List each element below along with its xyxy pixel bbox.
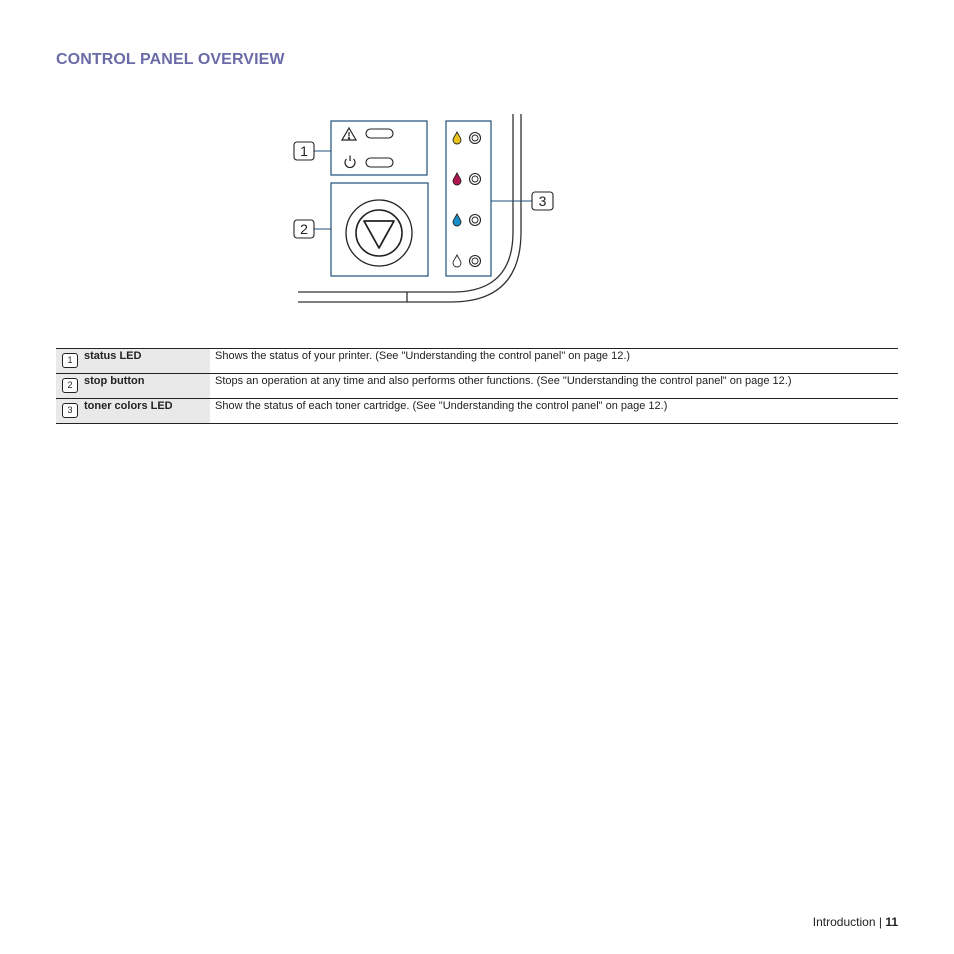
footer-section: Introduction	[812, 915, 876, 929]
toner-led-yellow	[470, 133, 481, 144]
table-row	[56, 374, 898, 399]
item-name: toner colors LED	[84, 399, 210, 424]
stop-button[interactable]	[346, 200, 412, 266]
page-title: CONTROL PANEL OVERVIEW	[56, 51, 285, 68]
page-footer	[813, 915, 898, 929]
table-row	[56, 349, 898, 374]
power-led	[366, 158, 393, 167]
callout-3	[532, 192, 553, 210]
number-badge: 3	[62, 403, 78, 418]
svg-text:2: 2	[300, 221, 308, 237]
svg-text:3: 3	[538, 193, 547, 209]
svg-text:1: 1	[300, 143, 308, 159]
error-led	[366, 129, 393, 138]
toner-led-cyan	[470, 215, 481, 226]
callout-1	[294, 142, 314, 160]
toner-led-panel	[446, 121, 491, 276]
item-name: stop button	[84, 374, 210, 399]
toner-led-magenta	[470, 174, 481, 185]
footer-separator: |	[878, 915, 882, 929]
item-description: Stops an operation at any time and also performs other functions. (See "Understanding the control panel" on page 12.)	[215, 375, 792, 387]
toner-led-black	[470, 256, 481, 267]
legend-table	[56, 348, 898, 424]
number-badge: 2	[62, 378, 78, 393]
item-description: Shows the status of your printer. (See "Understanding the control panel" on page 12.)	[215, 350, 631, 362]
item-description: Show the status of each toner cartridge. (See "Understanding the control panel" on page 12.)	[215, 400, 668, 412]
number-badge: 1	[62, 353, 78, 368]
page-number: 11	[885, 915, 898, 929]
item-name: status LED	[84, 349, 210, 374]
callout-2	[294, 220, 314, 238]
table-row	[56, 399, 898, 424]
